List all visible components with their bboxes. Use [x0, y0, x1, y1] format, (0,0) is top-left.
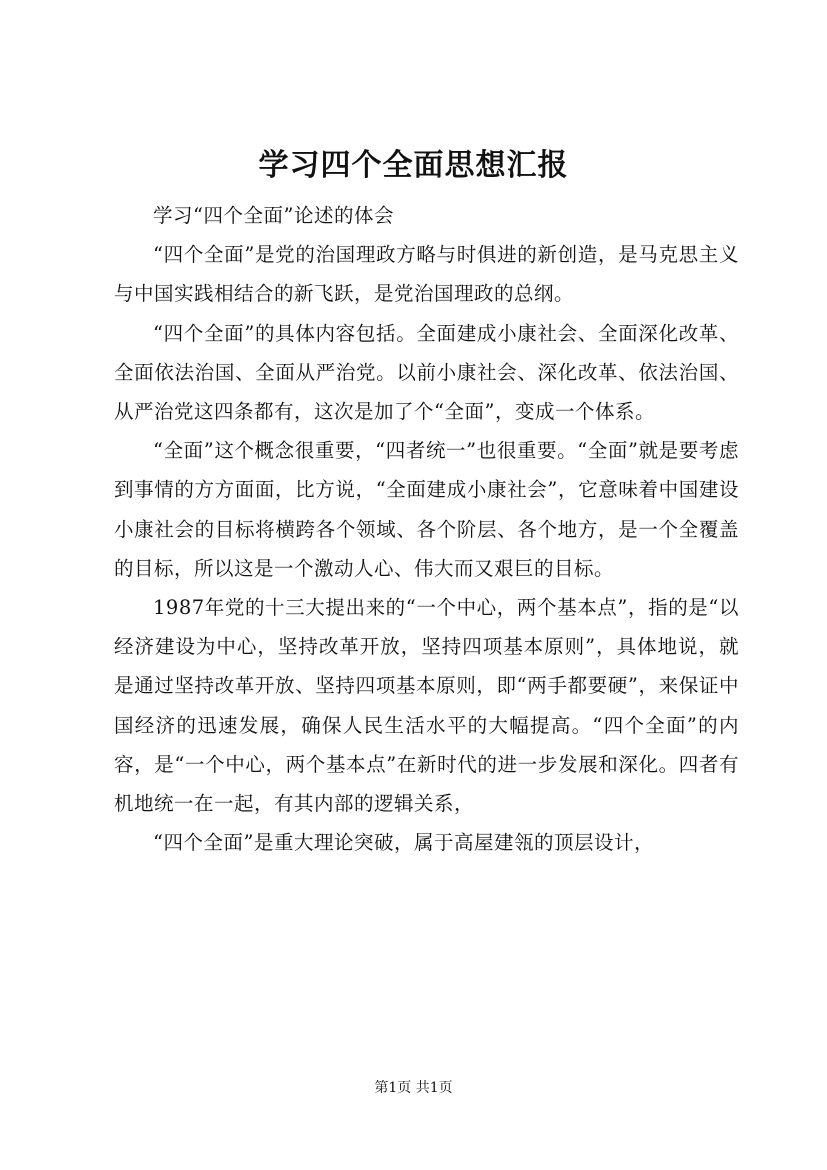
page-footer: 第1页 共1页 [374, 1080, 453, 1096]
paragraph-1: “四个全面”是党的治国理政方略与时俱进的新创造，是马克思主义与中国实践相结合的新飞跃，是党治国理政的总纲。 [114, 243, 739, 306]
paragraph-2: “四个全面”的具体内容包括。全面建成小康社会、全面深化改革、全面依法治国、全面从严治党。以前小康社会、深化改革、依法治国、从严治党这四条都有，这次是加了个“全面”，变成一个体系。 [114, 321, 739, 424]
paragraph-3: “全面”这个概念很重要，“四者统一”也很重要。“全面”就是要考虑到事情的方方面面，比方说，“全面建成小康社会”，它意味着中国建设小康社会的目标将横跨各个领域、各个阶层、各个地方，是一个全覆盖的目标，所以这是一个激动人心、伟大而又艰巨的目标。 [114, 439, 739, 580]
document-title: 学习四个全面思想汇报 [258, 148, 569, 183]
paragraph-subtitle: 学习“四个全面”论述的体会 [153, 204, 394, 227]
paragraph-5: “四个全面”是重大理论突破，属于高屋建瓴的顶层设计， [153, 831, 654, 855]
paragraph-4: 1987年党的十三大提出来的“一个中心，两个基本点”，指的是“以经济建设为中心，坚持改革开放，坚持四项基本原则”，具体地说，就是通过坚持改革开放、坚持四项基本原则，即“两手都要硬”，来保证中国经济的迅速发展，确保人民生活水平的大幅提高。“四个全面”的内容，是“一个中心，两个基本点”在新时代的进一步发展和深化。四者有机地统一在一起，有其内部的逻辑关系， [114, 596, 739, 816]
document-body [114, 196, 739, 862]
